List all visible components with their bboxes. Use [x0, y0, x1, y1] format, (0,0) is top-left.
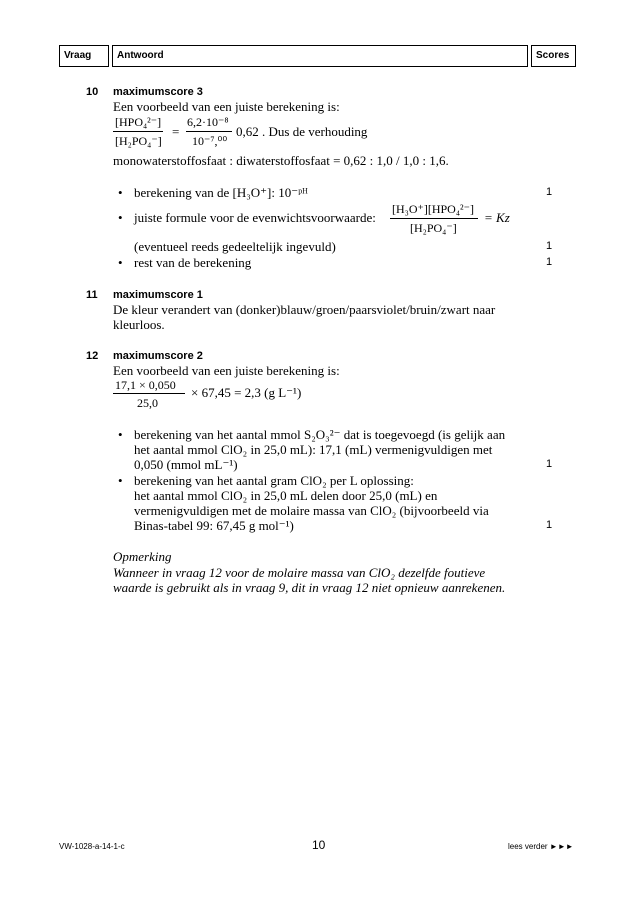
q10-bullet-3: • — [118, 255, 123, 270]
q12-b2-line-4: Binas-tabel 99: 67,45 g mol⁻¹) — [134, 518, 294, 533]
q10-ratio-line: monowaterstoffosfaat : diwaterstoffosfaat = 0,62 : 1,0 / 1,0 : 1,6. — [113, 153, 449, 168]
q10-intro: Een voorbeeld van een juiste berekening is: — [113, 99, 340, 114]
q12-b2-line-1: berekening van het aantal gram ClO₂ per L oplossing: — [134, 473, 414, 488]
footer-code: VW-1028-a-14-1-c — [59, 842, 125, 851]
q10-eq-rhs-denominator: 10⁻⁷,⁰⁰ — [192, 134, 228, 148]
q11-maxscore: maximumscore 1 — [113, 289, 203, 301]
q10-b3-score: 1 — [546, 256, 553, 268]
q12-bullet-1: • — [118, 427, 123, 442]
q10-eq-equals: = — [172, 124, 180, 139]
q10-bullet-1: • — [118, 185, 123, 200]
q10-eq-rhs-numerator: 6,2·10⁻⁸ — [187, 115, 229, 129]
q10-eq-fraction-bar — [113, 131, 163, 132]
q12-eq-rest: × 67,45 = 2,3 (g L⁻¹) — [191, 385, 302, 400]
q10-b2-fraction-bar — [390, 218, 478, 219]
q10-bullet-2: • — [118, 210, 123, 225]
footer-page-number: 10 — [312, 838, 326, 852]
q12-remark-line-2: waarde is gebruikt als in vraag 9, dit in vraag 12 niet opnieuw aanrekenen. — [113, 580, 506, 595]
footer-next: lees verder ►►► — [508, 842, 574, 851]
q12-b2-line-3: vermenigvuldigen met de molaire massa van ClO₂ (bijvoorbeeld via — [134, 503, 489, 518]
q10-number: 10 — [86, 86, 99, 98]
q10-eq-numerator: [HPO₄²⁻] — [115, 115, 162, 129]
q12-eq-fraction-bar — [113, 393, 185, 394]
q12-bullet-2: • — [118, 473, 123, 488]
q10-b2-rhs: = Kz — [484, 210, 510, 225]
q10-maxscore: maximumscore 3 — [113, 86, 203, 98]
q12-eq-denominator: 25,0 — [137, 396, 158, 410]
q12-intro: Een voorbeeld van een juiste berekening is: — [113, 363, 340, 378]
q12-number: 12 — [86, 350, 99, 362]
q11-number: 11 — [86, 289, 98, 301]
q11-line-2: kleurloos. — [113, 317, 165, 332]
q12-remark-line-1: Wanneer in vraag 12 voor de molaire massa van ClO₂ dezelfde foutieve — [113, 565, 486, 580]
q12-remark-title: Opmerking — [113, 549, 172, 564]
q11-line-1: De kleur verandert van (donker)blauw/groen/paarsviolet/bruin/zwart naar — [113, 302, 496, 317]
q12-eq-numerator: 17,1 × 0,050 — [115, 378, 176, 392]
q10-eq-rhs-bar — [186, 131, 232, 132]
header-scores: Scores — [531, 45, 576, 67]
q10-eq-denominator: [H₂PO₄⁻] — [115, 134, 162, 148]
q12-b1-line-1: berekening van het aantal mmol S₂O₃²⁻ dat is toegevoegd (is gelijk aan — [134, 427, 506, 442]
q12-b2-score: 1 — [546, 519, 553, 531]
q10-b2-denominator: [H₂PO₄⁻] — [410, 221, 457, 235]
header-vraag: Vraag — [59, 45, 109, 67]
q10-b2-numerator: [H₃O⁺][HPO₄²⁻] — [392, 202, 474, 216]
q12-b1-score: 1 — [546, 458, 553, 470]
q10-b2-score: 1 — [546, 240, 553, 252]
q10-b3-text: rest van de berekening — [134, 255, 252, 270]
q12-b1-line-3: 0,050 (mmol mL⁻¹) — [134, 457, 238, 472]
q12-b2-line-2: het aantal mmol ClO₂ in 25,0 mL delen door 25,0 (mL) en — [134, 488, 438, 503]
q12-b1-line-2: het aantal mmol ClO₂ in 25,0 mL): 17,1 (mL) vermenigvuldigen met — [134, 442, 493, 457]
header-antwoord: Antwoord — [112, 45, 528, 67]
q10-eq-result: 0,62 . Dus de verhouding — [236, 124, 368, 139]
q10-b1-text: berekening van de [H₃O⁺]: 10⁻ᵖᴴ — [134, 185, 308, 200]
q12-maxscore: maximumscore 2 — [113, 350, 203, 362]
q10-b2-continuation: (eventueel reeds gedeeltelijk ingevuld) — [134, 239, 336, 254]
q10-b1-score: 1 — [546, 186, 553, 198]
q10-b2-text: juiste formule voor de evenwichtsvoorwaarde: — [134, 210, 376, 225]
